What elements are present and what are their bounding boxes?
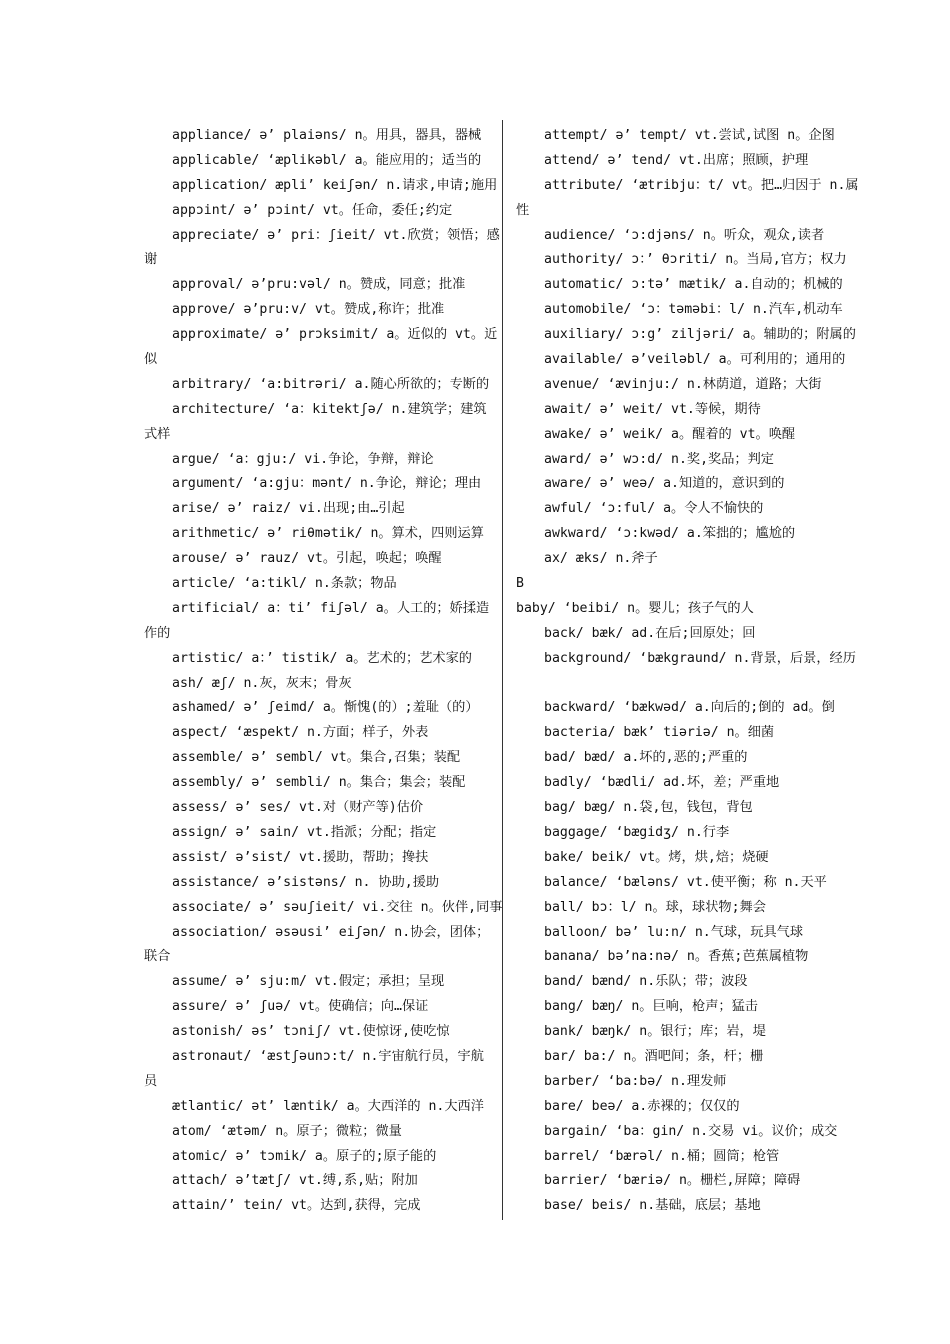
entry-line: appliance/ ə’ plaiəns/ n。用具，器具，器械 xyxy=(172,128,482,143)
entry-line: auxiliary/ ɔ:g’ ziljəri/ a。辅助的；附属的 xyxy=(544,327,856,343)
entry-line: association/ əsəusi’ eiʃən/ n.协会，团体； xyxy=(172,924,490,940)
entry-line: 员 xyxy=(144,1073,158,1089)
entry-line: attribute/ ‘ætribju：t/ vt。把…归因于 n.属 xyxy=(544,177,859,193)
entry-line: base/ beis/ n.基础，底层；基地 xyxy=(544,1198,761,1214)
entry-line: approximate/ ə’ prɔksimit/ a。近似的 vt。近 xyxy=(172,327,498,343)
entry-line: ætlantic/ ət’ læntik/ a。大西洋的 n.大西洋 xyxy=(172,1098,484,1114)
entry-line: authority/ ɔ：’ θɔriti/ n。当局,官方；权力 xyxy=(544,252,847,268)
entry-line: bang/ bæŋ/ n。巨响，枪声；猛击 xyxy=(544,999,758,1015)
entry-line: arbitrary/ ‘a:bitrəri/ a.随心所欲的；专断的 xyxy=(172,376,490,392)
entry-line: attain/’ tein/ vt。达到,获得，完成 xyxy=(172,1198,421,1214)
entry-line: baggage/ ‘bægidʒ/ n.行李 xyxy=(544,824,730,840)
entry-line: bargain/ ‘ba：gin/ n.交易 vi。议价；成交 xyxy=(544,1123,838,1139)
entry-line: barber/ ‘ba:bə/ n.理发师 xyxy=(544,1073,727,1089)
entry-line: bare/ beə/ a.赤裸的；仅仅的 xyxy=(544,1098,740,1114)
entry-line: bar/ ba:/ n。酒吧间；条，杆；栅 xyxy=(544,1048,764,1064)
entry-line: assistance/ ə’sistəns/ n. 协助,援助 xyxy=(172,874,440,890)
entry-line: architecture/ ‘a：kitektʃə/ n.建筑学；建筑 xyxy=(172,401,487,417)
entry-line: aspect/ ‘æspekt/ n.方面；样子，外表 xyxy=(172,725,429,741)
entry-line: ashamed/ ə’ ʃeimd/ a。惭愧(的）;羞耻（的） xyxy=(172,700,479,716)
entry-line: appɔint/ ə’ pɔint/ vt。任命，委任;约定 xyxy=(172,202,453,218)
entry-line: 联合 xyxy=(144,949,171,965)
entry-line: assume/ ə’ sju:m/ vt.假定；承担；呈现 xyxy=(172,974,445,990)
entry-line: arithmetic/ ə’ riθmətik/ n。算术，四则运算 xyxy=(172,526,484,542)
entry-line: bad/ bæd/ a.坏的,恶的;严重的 xyxy=(544,750,748,766)
entry-line: assure/ ə’ ʃuə/ vt。使确信；向…保证 xyxy=(172,999,429,1015)
entry-line: argue/ ‘a：gju:/ vi.争论，争辩，辩论 xyxy=(172,451,434,467)
entry-line: automobile/ ‘ɔ：təməbi：l/ n.汽车,机动车 xyxy=(544,302,843,318)
entry-line: balloon/ bə’ lu:n/ n.气球，玩具气球 xyxy=(544,924,804,940)
column-divider xyxy=(502,120,503,1220)
entry-line: associate/ ə’ səuʃieit/ vi.交往 n。伙伴,同事 xyxy=(172,899,503,915)
entry-line: avenue/ ‘ævinju:/ n.林荫道，道路；大街 xyxy=(544,376,822,392)
entry-line: band/ bænd/ n.乐队；带；波段 xyxy=(544,974,748,990)
blank-line xyxy=(516,672,866,697)
entry-line: artificial/ a：ti’ fiʃəl/ a。人工的；娇揉造 xyxy=(172,600,490,616)
entry-line: arouse/ ə’ rauz/ vt。引起，唤起；唤醒 xyxy=(172,551,442,567)
entry-line: assist/ ə’sist/ vt.援助，帮助；搀扶 xyxy=(172,849,429,865)
entry-line: astonish/ əs’ tɔniʃ/ vt.使惊讶,使吃惊 xyxy=(172,1024,450,1040)
entry-line: 式样 xyxy=(144,426,171,442)
entry-line: back/ bæk/ ad.在后;回原处；回 xyxy=(544,625,756,641)
entry-line: balance/ ‘bæləns/ vt.使平衡；称 n.天平 xyxy=(544,874,827,890)
entry-line: assign/ ə’ sain/ vt.指派；分配；指定 xyxy=(172,824,437,840)
entry-line: bacteria/ bæk’ tiəriə/ n。细菌 xyxy=(544,725,775,741)
entry-line: 作的 xyxy=(144,625,171,641)
left-column xyxy=(144,124,503,1219)
entry-line: astronaut/ ‘æstʃəunɔ:t/ n.宇宙航行员，宇航 xyxy=(172,1048,484,1064)
entry-line: banana/ bə’na:nə/ n。香蕉;芭蕉属植物 xyxy=(544,949,809,965)
entry-line: audience/ ‘ɔ:djəns/ n。听众，观众,读者 xyxy=(544,227,825,243)
entry-line: atomic/ ə’ tɔmik/ a。原子的;原子能的 xyxy=(172,1148,437,1164)
entry-line: approve/ ə’pru:v/ vt。赞成,称许；批准 xyxy=(172,302,445,318)
entry-line: artistic/ a：’ tistik/ a。艺术的；艺术家的 xyxy=(172,650,472,666)
entry-line: B xyxy=(516,576,524,592)
entry-line: 性 xyxy=(516,202,530,218)
entry-line: ball/ bɔ：l/ n。球，球状物;舞会 xyxy=(544,899,766,915)
entry-line: aware/ ə’ weə/ a.知道的，意识到的 xyxy=(544,476,785,492)
entry-line: article/ ‘a:tikl/ n.条款；物品 xyxy=(172,576,397,592)
entry-line: available/ ə’veiləbl/ a。可利用的；通用的 xyxy=(544,352,846,368)
entry-line: baby/ ‘beibi/ n。婴儿；孩子气的人 xyxy=(516,600,754,616)
entry-line: badly/ ‘bædli/ ad.坏，差；严重地 xyxy=(544,775,780,791)
entry-line: attach/ ə’tætʃ/ vt.缚,系,贴；附加 xyxy=(172,1173,418,1189)
right-column xyxy=(516,124,866,1219)
entry-line: barrel/ ‘bærəl/ n.桶；圆筒；枪管 xyxy=(544,1148,780,1164)
entry-line: awkward/ ‘ɔ:kwəd/ a.笨拙的；尴尬的 xyxy=(544,526,796,542)
entry-line: application/ æpli’ keiʃən/ n.请求,申请;施用 xyxy=(172,177,498,193)
entry-line: awake/ ə’ weik/ a。醒着的 vt。唤醒 xyxy=(544,426,796,442)
entry-line: bag/ bæg/ n.袋,包，钱包，背包 xyxy=(544,800,753,816)
entry-line: backward/ ‘bækwəd/ a.向后的;倒的 ad。倒 xyxy=(544,700,835,716)
entry-line: assess/ ə’ ses/ vt.对（财产等)估价 xyxy=(172,800,424,816)
entry-line: argument/ ‘a:gju：mənt/ n.争论，辩论；理由 xyxy=(172,476,482,492)
entry-line: appreciate/ ə’ pri：ʃieit/ vt.欣赏；领悟；感 xyxy=(172,227,500,243)
entry-line: 似 xyxy=(144,352,158,368)
entry-line: ax/ æks/ n.斧子 xyxy=(544,551,658,567)
entry-line: assemble/ ə’ sembl/ vt。集合,召集；装配 xyxy=(172,750,461,766)
entry-line: ash/ æʃ/ n.灰，灰末；骨灰 xyxy=(172,675,352,691)
entry-line: assembly/ ə’ sembli/ n。集合；集会；装配 xyxy=(172,775,466,791)
entry-line: awful/ ‘ɔ:ful/ a。令人不愉快的 xyxy=(544,501,764,517)
entry-line: approval/ ə’pru:vəl/ n。赞成，同意；批准 xyxy=(172,277,466,293)
entry-line: attempt/ ə’ tempt/ vt.尝试,试图 n。企图 xyxy=(544,128,835,143)
entry-line: attend/ ə’ tend/ vt.出席；照顾，护理 xyxy=(544,152,809,168)
entry-line: bake/ beik/ vt。烤，烘,焙；烧硬 xyxy=(544,849,769,865)
entry-line: 谢 xyxy=(144,252,158,268)
entry-line: arise/ ə’ raiz/ vi.出现;由…引起 xyxy=(172,501,405,517)
entry-line: background/ ‘bækgraund/ n.背景，后景，经历 xyxy=(544,650,856,666)
entry-line: atom/ ‘ætəm/ n。原子；微粒；微量 xyxy=(172,1123,402,1139)
entry-line: bank/ bæŋk/ n。银行；库；岩，堤 xyxy=(544,1024,766,1040)
entry-line: applicable/ ‘æplikəbl/ a。能应用的；适当的 xyxy=(172,152,482,168)
entry-line: award/ ə’ wɔ:d/ n.奖,奖品；判定 xyxy=(544,451,774,467)
entry-line: barrier/ ‘bæriə/ n。栅栏,屏障；障碍 xyxy=(544,1173,801,1189)
entry-line: await/ ə’ weit/ vt.等候，期待 xyxy=(544,401,761,417)
entry-line: automatic/ ɔ:tə’ mætik/ a.自动的；机械的 xyxy=(544,277,843,293)
